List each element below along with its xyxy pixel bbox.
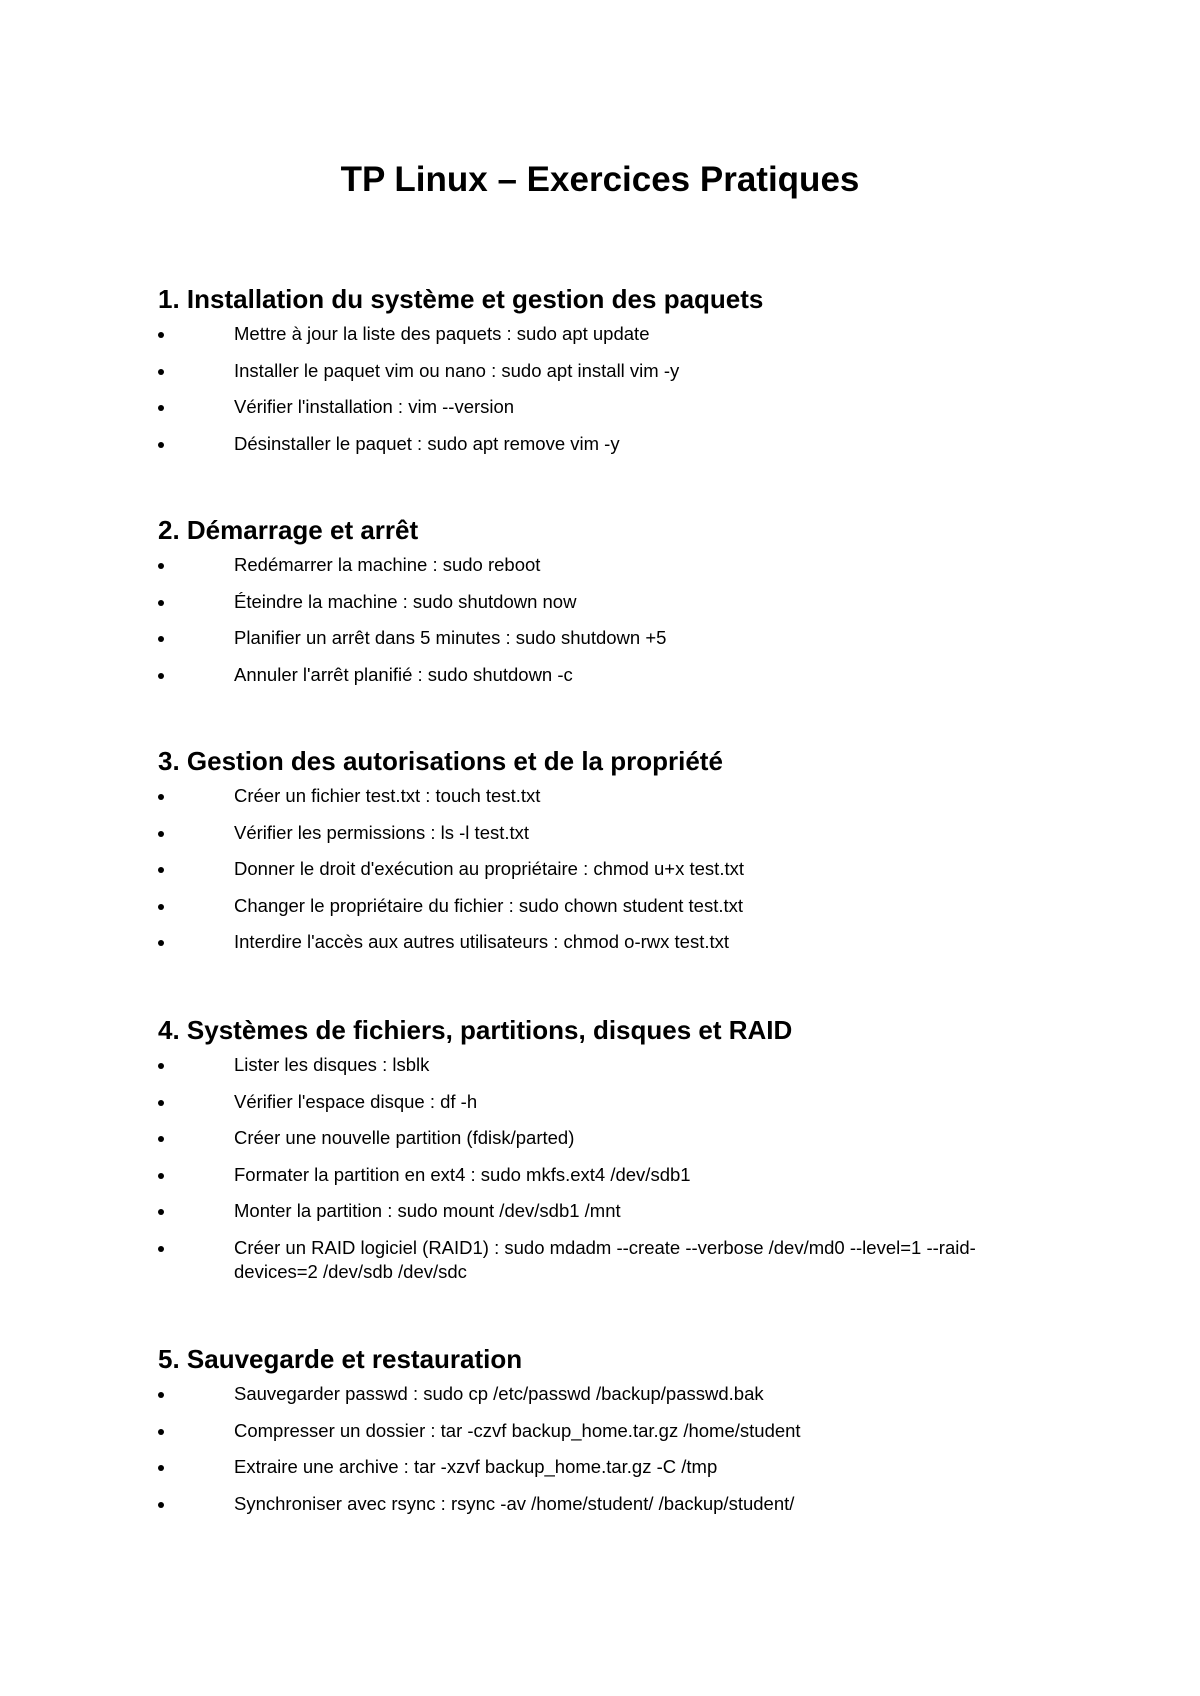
- bullet-icon: [158, 332, 164, 338]
- list-item-text: Mettre à jour la liste des paquets : sudo apt update: [234, 323, 650, 344]
- list-item-text: Créer un fichier test.txt : touch test.txt: [234, 785, 541, 806]
- list-item-text: Interdire l'accès aux autres utilisateurs : chmod o-rwx test.txt: [234, 931, 730, 952]
- list-item-text: Redémarrer la machine : sudo reboot: [234, 554, 541, 575]
- list-item: [158, 663, 1058, 687]
- list-item: [158, 1090, 1058, 1114]
- list-item: [158, 1419, 1058, 1443]
- section-autorisations: [158, 744, 1058, 967]
- bullet-icon: [158, 904, 164, 910]
- bullet-icon: [158, 1100, 164, 1106]
- bullet-icon: [158, 867, 164, 873]
- list-item-text: Compresser un dossier : tar -czvf backup_home.tar.gz /home/student: [234, 1419, 801, 1441]
- list-item-text: Planifier un arrêt dans 5 minutes : sudo shutdown +5: [234, 627, 667, 648]
- list-item: [158, 784, 1058, 808]
- bullet-icon: [158, 1465, 164, 1471]
- list-item: [158, 1053, 1058, 1077]
- bullet-list: [158, 784, 1058, 954]
- list-item-text: Sauvegarder passwd : sudo cp /etc/passwd /backup/passwd.bak: [234, 1383, 764, 1404]
- list-item-text: Changer le propriétaire du fichier : sudo chown student test.txt: [234, 894, 744, 916]
- list-item-text: Installer le paquet vim ou nano : sudo apt install vim -y: [234, 359, 680, 381]
- list-item: [158, 432, 1058, 456]
- bullet-icon: [158, 1209, 164, 1215]
- bullet-icon: [158, 794, 164, 800]
- bullet-icon: [158, 1392, 164, 1398]
- bullet-icon: [158, 940, 164, 946]
- section-heading: 5. Sauvegarde et restauration: [158, 1344, 523, 1374]
- bullet-icon: [158, 673, 164, 679]
- list-item-text: Donner le droit d'exécution au propriétaire : chmod u+x test.txt: [234, 858, 744, 879]
- bullet-icon: [158, 1246, 164, 1252]
- bullet-icon: [158, 405, 164, 411]
- section-heading: 2. Démarrage et arrêt: [158, 515, 419, 545]
- list-item-text: Synchroniser avec rsync : rsync -av /home/student/ /backup/student/: [234, 1492, 795, 1514]
- list-item-text: Monter la partition : sudo mount /dev/sdb1 /mnt: [234, 1200, 621, 1221]
- list-item: [158, 626, 1058, 650]
- bullet-icon: [158, 442, 164, 448]
- bullet-icon: [158, 563, 164, 569]
- list-item: [158, 1382, 1058, 1406]
- section-heading: 3. Gestion des autorisations et de la propriété: [158, 746, 723, 776]
- bullet-list: [158, 1053, 1058, 1284]
- section-demarrage: [158, 513, 1058, 699]
- bullet-icon: [158, 831, 164, 837]
- bullet-icon: [158, 369, 164, 375]
- list-item-text: Vérifier les permissions : ls -l test.txt: [234, 821, 530, 843]
- list-item: [158, 1492, 1058, 1516]
- section-systemes-fichiers: [158, 1013, 1058, 1296]
- list-item: [158, 553, 1058, 577]
- list-item-text: Désinstaller le paquet : sudo apt remove vim -y: [234, 432, 620, 454]
- section-installation: [158, 282, 1058, 468]
- list-item: [158, 1199, 1058, 1223]
- list-item-text: Lister les disques : lsblk: [234, 1054, 430, 1075]
- list-item-text: Créer un RAID logiciel (RAID1) : sudo mdadm --create --verbose /dev/md0 --level=1 --raid-devices=2 /dev/sdb /dev/sdc: [234, 1236, 976, 1282]
- list-item: [158, 1455, 1058, 1479]
- section-heading: 4. Systèmes de fichiers, partitions, disques et RAID: [158, 1015, 793, 1045]
- list-item-text: Éteindre la machine : sudo shutdown now: [234, 590, 577, 612]
- section-sauvegarde: [158, 1342, 1058, 1528]
- bullet-list: [158, 322, 1058, 456]
- bullet-icon: [158, 1502, 164, 1508]
- list-item: [158, 395, 1058, 419]
- list-item-text: Vérifier l'installation : vim --version: [234, 396, 515, 417]
- list-item-text: Formater la partition en ext4 : sudo mkfs.ext4 /dev/sdb1: [234, 1163, 691, 1185]
- bullet-icon: [158, 1063, 164, 1069]
- bullet-list: [158, 1382, 1058, 1516]
- list-item-text: Annuler l'arrêt planifié : sudo shutdown -c: [234, 663, 573, 685]
- bullet-icon: [158, 1429, 164, 1435]
- list-item-text: Vérifier l'espace disque : df -h: [234, 1090, 478, 1112]
- list-item: [158, 857, 1058, 881]
- list-item: [158, 1163, 1058, 1187]
- list-item-text: Extraire une archive : tar -xzvf backup_home.tar.gz -C /tmp: [234, 1456, 718, 1477]
- list-item: [158, 894, 1058, 918]
- bullet-icon: [158, 1173, 164, 1179]
- bullet-icon: [158, 600, 164, 606]
- list-item: [158, 1236, 1058, 1284]
- bullet-icon: [158, 636, 164, 642]
- section-heading: 1. Installation du système et gestion des paquets: [158, 284, 764, 314]
- list-item: [158, 821, 1058, 845]
- bullet-icon: [158, 1136, 164, 1142]
- list-item: [158, 590, 1058, 614]
- list-item: [158, 322, 1058, 346]
- document-title: TP Linux – Exercices Pratiques: [340, 160, 860, 199]
- list-item-text: Créer une nouvelle partition (fdisk/parted): [234, 1127, 575, 1148]
- list-item: [158, 930, 1058, 954]
- bullet-list: [158, 553, 1058, 687]
- list-item: [158, 1126, 1058, 1150]
- list-item: [158, 359, 1058, 383]
